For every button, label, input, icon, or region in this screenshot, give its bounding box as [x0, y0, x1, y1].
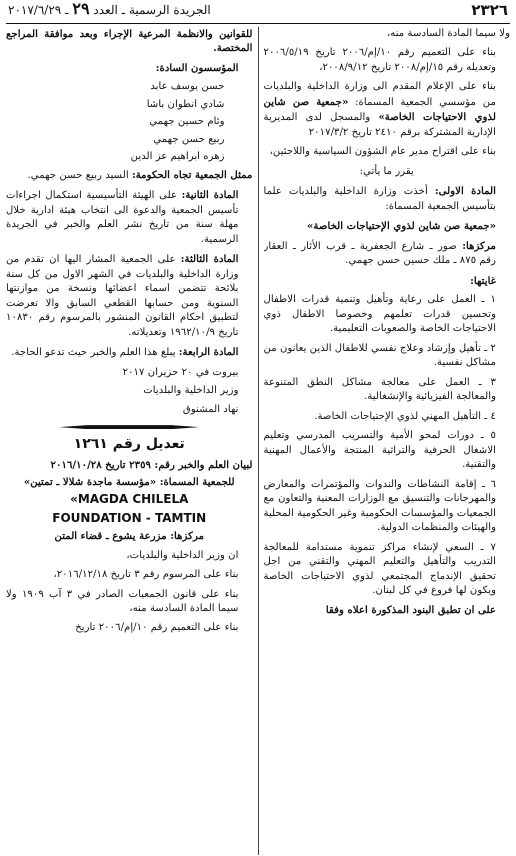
- minister-title: وزير الداخلية والبلديات: [143, 385, 239, 397]
- goal-item: ٣ ـ العمل على معالجة مشاكل النطق المتنوعة والمعالجة الفيزيائية والإنشغالية.: [263, 376, 496, 403]
- founders-heading: المؤسسون السادة:: [155, 61, 239, 74]
- goal-item: ٥ ـ دورات لمحو الأمية والتسريب المدرسي وتعليم الاشغال الحرفية والتراثية المنتجة والأعمال المهنية والتقنية.: [263, 430, 496, 471]
- goal-item: ٦ ـ إقامة النشاطات والندوات والمؤتمرات والمعارض والمهرجانات والتنسيق مع الوزارات المعنية والتعاون مع الجمعيات والمؤسسات الحكومية وغير الحكومية المحلية والهيئات والمنظمات الدولية.: [263, 478, 496, 534]
- founder-name: ربيع حسن جهمي: [153, 133, 225, 145]
- amendment-title: تعديل رقم ١٢٦١: [73, 436, 185, 453]
- text-paragraph: بناء على المرسوم رقم ٣ تاريخ ٢٠١٦/١٢/١٨،: [53, 569, 239, 581]
- goal-item: ١ ـ العمل على رعاية وتأهيل وتنمية قدرات الاطفال وتحسين قدرات تعلمهم وخصوصا الاطفال ذوي الاحتياجات الخاصة والصعوبات التعليمية.: [263, 294, 496, 335]
- place-date: بيروت في ٢٠ حزيران ٢٠١٧: [122, 366, 239, 378]
- headquarters: مركزها: صور ـ شارع الجعفرية ـ قرب الأثار ـ العقار رقم ٨٧٥ ـ ملك حسين حسن جهمي.: [263, 239, 496, 267]
- amendment-headquarters: مركزها: مزرعة يشوع ـ قضاء المتن: [54, 530, 205, 543]
- decision-heading: يقرر ما يأتي:: [359, 165, 414, 177]
- latin-name: FOUNDATION - TAMTIN: [52, 511, 207, 526]
- right-column: [264, 27, 511, 855]
- text-paragraph: بناء على اقتراح مدير عام الشؤون السياسية واللاجئين،: [269, 146, 496, 158]
- goal-item: ٢ ـ تأهيل وإرشاد وعلاج نفسي للاطفال الذين يعانون من مشاكل نفسية.: [263, 342, 496, 369]
- article-3: المادة الثالثة: على الجمعية المشار اليها ان تقدم من وزارة الداخلية والبلديات في الشهر الاول من كل سنة بلائحة تتضمن اسماء اعضائها ونسخة من موازنتها السنوية ومن حسابها القطعي السابق والا تعرضت لتطبيق احكام القانون المنشور بالمرسوم رقم ١٠٨٣٠ تاريخ ١٩٦٢/١٠/٩ وتعديلاته.: [6, 253, 239, 338]
- goals-heading: غايتها:: [470, 274, 496, 287]
- text-paragraph: ان وزير الداخلية والبلديات،: [126, 549, 239, 561]
- page-number: ٢٣٢٦: [471, 0, 508, 19]
- text-paragraph: ولا سيما المادة السادسة منه،: [386, 28, 510, 39]
- goal-item: ٧ ـ السعي لإنشاء مراكز تنموية مستدامة للمعالجة التدريب والتأهيل والتعليم المهني والتقني من اجل تحقيق الإندماج المجتمعي لذوي الاحتياجات الخاصة ويكون لها فروع في كل لبنان.: [263, 541, 496, 596]
- text-paragraph: على ان تطبق البنود المذكورة اعلاه وفقا: [325, 604, 496, 617]
- association-name: «جمعية صن شاين لذوي الاحتياجات الخاصة»: [263, 95, 496, 124]
- columns: [6, 27, 510, 855]
- issue-number: ٢٩: [72, 0, 90, 19]
- text-paragraph: بناء على الإعلام المقدم الى وزارة الداخلية والبلديات من مؤسسي الجمعية المسماة: «جمعية صن شاين لذوي الاحتياجات الخاصة» والمسجل لدى المديرية الإدارية المشتركة برقم ٢٤١٠ تاريخ ٢٠١٧/٣/٢: [263, 81, 496, 138]
- text-paragraph: بناء على التعميم رقم ١٠/إم/٢٠٠٦ تاريخ: [75, 622, 239, 634]
- section-separator: [6, 425, 253, 429]
- issue-date: ـ ٢٠١٧/٦/٢٩: [8, 3, 69, 18]
- text-paragraph: للقوانين والانظمة المرعية الإجراء وبعد موافقة المراجع المختصة.: [6, 28, 253, 55]
- amendment-line: للجمعية المسماة: «مؤسسة ماجدة شلالا ـ تمتين»: [23, 475, 235, 488]
- goal-item: ٤ ـ التأهيل المهني لذوي الإحتياجات الخاصة.: [314, 410, 496, 422]
- running-head: [8, 0, 211, 21]
- founder-name: وئام حسين جهمي: [149, 116, 225, 128]
- gazette-title: الجريدة الرسمية ـ العدد: [93, 3, 211, 18]
- column-divider: [258, 27, 259, 855]
- page-header: [6, 0, 510, 24]
- founder-name: حسن يوسف عابد: [150, 81, 225, 93]
- article-4: المادة الرابعة: يبلغ هذا العلم والخبر حيث تدعو الحاجة.: [11, 346, 239, 359]
- article-1: المادة الاولى: أخذت وزارة الداخلية والبلديات علما بتأسيس الجمعية المسماة:: [263, 185, 496, 212]
- association-name-heading: «جمعية صن شاين لذوي الإحتياجات الخاصة»: [307, 220, 496, 233]
- text-paragraph: بناء على قانون الجمعيات الصادر في ٣ آب ١٩٠٩ ولا سيما المادة السادسة منه،: [6, 588, 239, 614]
- founders-list: [6, 80, 253, 164]
- founder-name: زهره ابراهيم عز الدين: [130, 151, 225, 163]
- signature-block: [6, 366, 253, 417]
- founder-name: شادي انطوان باشا: [146, 98, 225, 110]
- minister-name: نهاد المشنوق: [182, 403, 239, 415]
- latin-name: «MAGDA CHILELA: [70, 491, 189, 506]
- article-2: المادة الثانية: على الهيئة التأسيسية استكمال اجراءات تأسيس الجمعية والدعوة الى انتخاب هيئة ادارية خلال مهلة سنة من تاريخ نشر العلم والخبر في الجريدة الرسمية.: [6, 189, 239, 245]
- representative: ممثل الجمعية تجاه الحكومة: السيد ربيع حسن جهمي.: [27, 168, 253, 181]
- left-column: [6, 27, 253, 855]
- text-paragraph: بناء على التعميم رقم ١٠/إم/٢٠٠٦ تاريخ ٢٠٠٦/٥/١٩ وتعديله رقم ١٥/إم/٢٠٠٨ تاريخ ٢٠٠٨/٩/١٢،: [263, 47, 497, 73]
- amendment-line: لبيان العلم والخبر رقم: ٢٣٥٩ تاريخ ٢٠١٦/١٠/٢٨: [50, 459, 253, 472]
